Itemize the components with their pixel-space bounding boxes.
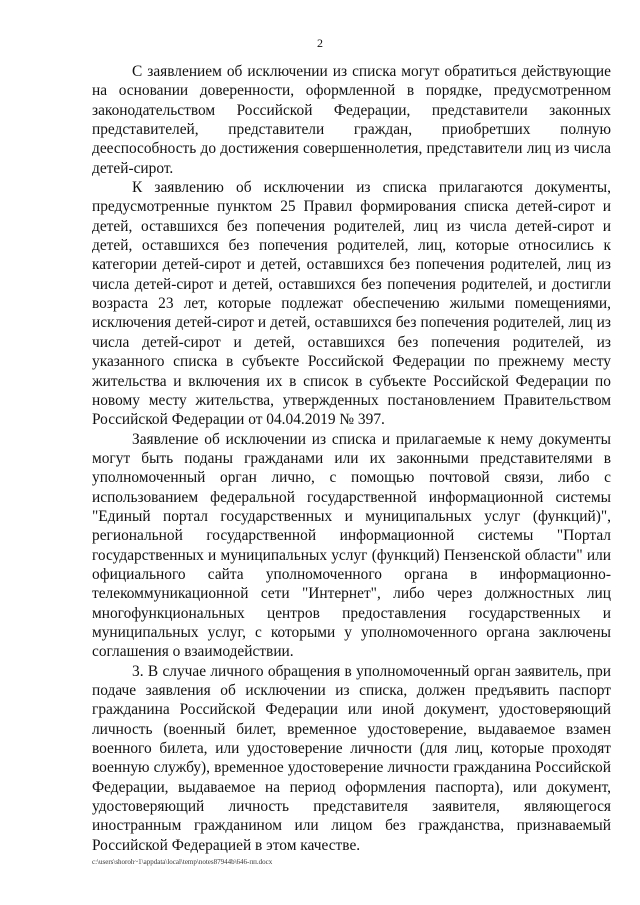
paragraph-submission-methods: Заявление об исключении из списка и прилагаемые к нему документы могут быть поданы гражданами или их законными представителями в уполномоченный орган лично, с помощью почтовой связи, либо с использованием федеральной государственной информационной системы "Единый портал государственных и муниципальных услуг (функций)", региональной государственной информационной системы "Портал государственных и муниципальных услуг (функций) Пензенской области" или официального сайта уполномоченного органа в информационно-телекоммуникационной сети "Интернет", либо через должностных лиц многофункциональных центров предоставления государственных и муниципальных услуг, с которыми у уполномоченного органа заключены соглашения о взаимодействии. xyxy=(92,430,611,661)
paragraph-identity-document: 3. В случае личного обращения в уполномоченный орган заявитель, при подаче заявления об исключении из списка, должен предъявить паспорт гражданина Российской Федерации или иной документ, удостоверяющий личность (военный билет, временное удостоверение, выдаваемое взамен военного билета, или удостоверение личности (для лиц, которые проходят военную службу), временное удостоверение личности гражданина Российской Федерации, выдаваемое на период оформления паспорта), или документ, удостоверяющий личность представителя заявителя, являющегося иностранным гражданином или лицом без гражданства, признаваемый Российской Федерацией в этом качестве. xyxy=(92,662,611,854)
paragraph-attached-documents: К заявлению об исключении из списка прилагаются документы, предусмотренные пунктом 25 Правил формирования списка детей-сирот и детей, оставшихся без попечения родителей, лиц из числа детей-сирот и детей, оставшихся без попечения родителей, лиц, которые относились к категории детей-сирот и детей, оставшихся без попечения родителей, лиц из числа детей-сирот и детей, оставшихся без попечения родителей, и достигли возраста 23 лет, которые подлежат обеспечению жилыми помещениями, исключения детей-сирот и детей, оставшихся без попечения родителей, лиц из числа детей-сирот и детей, оставшихся без попечения родителей, из указанного списка в субъекте Российской Федерации по прежнему месту жительства и включения их в список в субъекте Российской Федерации по новому месту жительства, утвержденных постановлением Правительством Российской Федерации от 04.04.2019 № 397. xyxy=(92,179,611,429)
footer-file-path: c:\users\shoroh~1\appdata\local\temp\notes87944b\646-пп.docx xyxy=(92,858,273,866)
paragraph-representatives: С заявлением об исключении из списка могут обратиться действующие на основании доверенности, оформленной в порядке, предусмотренном законодательством Российской Федерации, представители законных представителей, представители граждан, приобретших полную дееспособность до достижения совершеннолетия, представители лиц из числа детей-сирот. xyxy=(92,63,611,177)
page-number: 2 xyxy=(317,36,323,50)
document-body xyxy=(92,62,611,855)
